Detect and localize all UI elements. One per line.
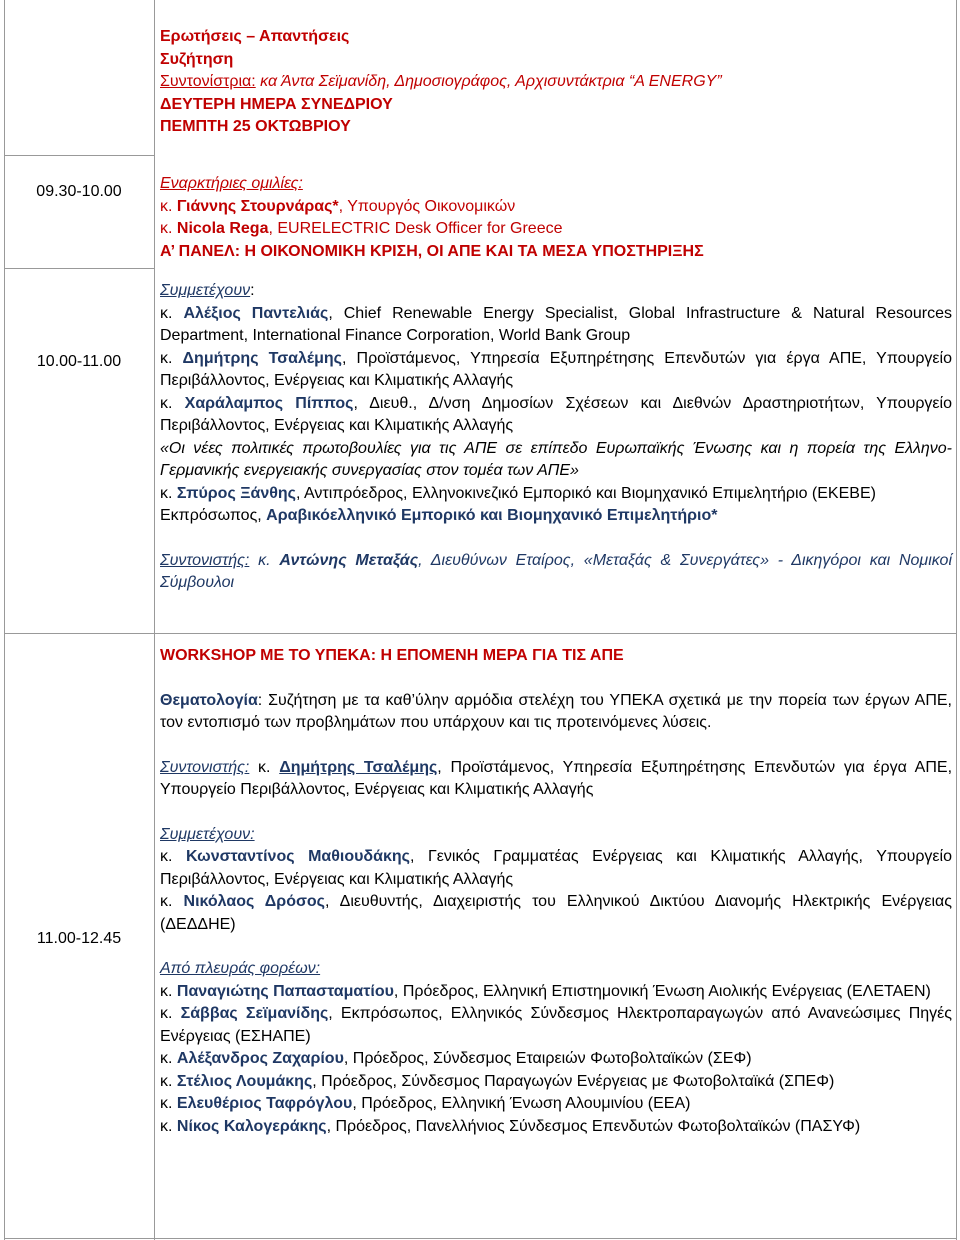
time-slot-3: 11.00-12.45 xyxy=(36,930,122,947)
theme-label: Θεματολογία xyxy=(160,691,258,709)
theme-paragraph xyxy=(160,690,952,735)
moderator-role: , Προϊστάμενος, Υπηρεσία Εξυπηρέτησης Επενδυτών για έργα ΑΠΕ, Υπουργείο Περιβάλλοντος, Ενέργειας και Κλιματικής Αλλαγής xyxy=(160,758,953,798)
participant-name: Ελευθέριος Ταφρόγλου xyxy=(176,1095,353,1112)
moderator-label: Συντονίστρια: xyxy=(160,73,256,90)
participant-prefix: κ. xyxy=(160,1005,181,1022)
moderator-role: , Διευθύνων Εταίρος, «Μεταξάς & Συνεργάτες» - Δικηγόροι και Νομικοί Σύμβουλοι xyxy=(160,551,953,591)
participant-prefix: κ. xyxy=(160,893,184,910)
moderator-prefix: κ. xyxy=(249,551,280,569)
participant-role: , Πρόεδρος, Σύνδεσμος Εταιρειών Φωτοβολταϊκών (ΣΕΦ) xyxy=(343,1050,752,1067)
time-slot-1: 09.30-10.00 xyxy=(36,183,122,200)
representative-label: Εκπρόσωπος, xyxy=(160,507,267,524)
table-border-right xyxy=(956,0,957,1240)
participants-label: Συμμετέχουν xyxy=(160,282,251,299)
participants-colon: : xyxy=(250,282,255,299)
speaker-name: Nicola Rega xyxy=(176,220,269,237)
time-slot-2: 10.00-11.00 xyxy=(36,353,122,370)
participant-prefix: κ. xyxy=(160,1072,177,1090)
participant-4 xyxy=(160,483,952,506)
moderator-name: Αντώνης Μεταξάς xyxy=(279,551,419,569)
speaker-2 xyxy=(160,218,952,241)
time-row-divider-2 xyxy=(4,268,154,269)
participants-label-line xyxy=(160,280,952,303)
organisation-rep-4 xyxy=(160,1071,952,1094)
opening-speeches-label: Εναρκτήριες ομιλίες: xyxy=(160,175,303,192)
participant-name: Στέλιος Λουμάκης xyxy=(176,1072,313,1090)
participant-name: Χαράλαμπος Πίππος xyxy=(184,394,354,412)
participant-prefix: κ. xyxy=(160,1095,177,1112)
speaker-prefix: κ. xyxy=(160,197,177,215)
participant-role: , Εκπρόσωπος, Ελληνικός Σύνδεσμος Ηλεκτροπαραγωγών από Ανανεώσιμες Πηγές Ενέργειας (ΕΣΗΑΠΕ) xyxy=(160,1005,953,1045)
participant-role: , Πρόεδρος, Σύνδεσμος Παραγωγών Ενέργειας με Φωτοβολταϊκά (ΣΠΕΦ) xyxy=(312,1072,835,1090)
workshop-participant-2 xyxy=(160,891,952,936)
moderator-detail: κα Άντα Σεϊμανίδη, Δημοσιογράφος, Αρχισυντάκτρια “Α ENERGY” xyxy=(255,73,722,90)
participant-role: , Πρόεδρος, Ελληνική Επιστημονική Ένωση Αιολικής Ενέργειας (ΕΛΕΤΑΕΝ) xyxy=(393,982,931,1000)
participant-1 xyxy=(160,303,952,348)
organisation-rep-2 xyxy=(160,1003,952,1048)
participant-name: Σπύρος Ξάνθης xyxy=(176,484,296,502)
participant-prefix: κ. xyxy=(160,982,177,1000)
participant-name: Νικόλαος Δρόσος xyxy=(183,893,325,910)
workshop-moderator xyxy=(160,757,952,802)
speaker-role: , EURELECTRIC Desk Officer for Greece xyxy=(268,220,563,237)
speaker-role: , Υπουργός Οικονομικών xyxy=(338,197,516,215)
workshop-title: WORKSHOP ΜΕ ΤΟ ΥΠΕΚΑ: Η ΕΠΟΜΕΝΗ ΜΕΡΑ ΓΙΑ ΤΙΣ ΑΠΕ xyxy=(160,647,624,664)
moderator-label: Συντονιστής: xyxy=(160,758,250,776)
participant-role: , Διευθυντής, Διαχειριστής του Ελληνικού Δικτύου Διανομής Ηλεκτρικής Ενέργειας (ΔΕΔΔΗΕ) xyxy=(160,893,952,933)
organisation-rep-5 xyxy=(160,1093,952,1116)
participant-name: Σάββας Σεϊμανίδης xyxy=(180,1005,329,1022)
talk-title: «Οι νέες πολιτικές πρωτοβουλίες για τις ΑΠΕ σε επίπεδο Ευρωπαϊκής Ένωσης και η πορεία της Ελληνο-Γερμανικής ενεργειακής συνεργασίας στον τομέα των ΑΠΕ» xyxy=(160,439,952,479)
organisations-label: Από πλευράς φορέων: xyxy=(160,960,321,977)
panel-a-title: Α’ ΠΑΝΕΛ: Η ΟΙΚΟΝΟΜΙΚΗ ΚΡΙΣΗ, ΟΙ ΑΠΕ ΚΑΙ ΤΑ ΜΕΣΑ ΥΠΟΣΤΗΡΙΞΗΣ xyxy=(160,242,704,260)
participant-name: Παναγιώτης Παπασταματίου xyxy=(176,982,394,1000)
moderator-name: Δημήτρης Τσαλέμης xyxy=(279,758,438,776)
participant-name: Αλέξιος Παντελιάς xyxy=(183,304,329,322)
organisation-rep-6 xyxy=(160,1116,952,1139)
second-day-heading: ΔΕΥΤΕΡΗ ΗΜΕΡΑ ΣΥΝΕΔΡΙΟΥ xyxy=(160,95,393,113)
table-column-divider xyxy=(154,0,155,1240)
theme-text: : Συζήτηση με τα καθ’ύλην αρμόδια στελέχη του ΥΠΕΚΑ σχετικά με την πορεία των έργων ΑΠΕ, τον εντοπισμό των προβλημάτων που υπάρχουν και τις προτεινόμενες λύσεις. xyxy=(160,691,952,731)
participant-name: Αλέξανδρος Ζαχαρίου xyxy=(176,1050,344,1067)
participant-prefix: κ. xyxy=(160,848,186,865)
session-opening xyxy=(160,173,952,263)
participant-role: , Προϊστάμενος, Υπηρεσία Εξυπηρέτησης Επενδυτών για έργα ΑΠΕ, Υπουργείο Περιβάλλοντος, Ενέργειας και Κλιματικής Αλλαγής xyxy=(160,349,953,389)
participant-role: , Chief Renewable Energy Specialist, Global Infrastructure & Natural Resources Department, International Finance Corporation, World Bank Group xyxy=(160,304,952,344)
participant-role: , Δ/νση Δημοσίων Σχέσεων και Διεθνών Δραστηριοτήτων, Υπουργείο Περιβάλλοντος, Ενέργειας και Κλιματικής Αλλαγής xyxy=(160,394,953,434)
participant-title-abbr: , Διευθ. xyxy=(353,394,413,412)
participant-prefix: κ. xyxy=(160,304,184,322)
participant-4-second-role xyxy=(160,505,952,528)
session-panel-a xyxy=(160,280,952,595)
participant-role: , Γενικός Γραμματέας Ενέργειας και Κλιματικής Αλλαγής, Υπουργείο Περιβάλλοντος, Ενέργειας και Κλιματικής Αλλαγής xyxy=(160,848,953,888)
moderator-line xyxy=(160,71,952,94)
workshop-participant-1 xyxy=(160,846,952,891)
participant-prefix: κ. xyxy=(160,1117,177,1135)
speaker-1 xyxy=(160,196,952,219)
date-heading: ΠΕΜΠΤΗ 25 ΟΚΤΩΒΡΙΟΥ xyxy=(160,118,351,135)
organisation-rep-3 xyxy=(160,1048,952,1071)
discussion-heading: Συζήτηση xyxy=(160,50,234,68)
row-divider xyxy=(4,633,956,634)
moderator-prefix: κ. xyxy=(249,758,280,776)
participant-2 xyxy=(160,348,952,393)
organisation-rep-1 xyxy=(160,981,952,1004)
participant-name: Νίκος Καλογεράκης xyxy=(176,1117,327,1135)
participant-prefix: κ. xyxy=(160,394,185,412)
agenda-page xyxy=(4,0,956,1240)
moderator-label: Συντονιστής: xyxy=(160,551,250,569)
speaker-name: Γιάννης Στουρνάρας* xyxy=(176,197,339,215)
session-closing xyxy=(160,26,952,139)
time-row-divider-1 xyxy=(4,155,154,156)
chamber-name: Αραβικόελληνικό Εμπορικό και Βιομηχανικό Επιμελητήριο* xyxy=(266,507,718,524)
participant-prefix: κ. xyxy=(160,484,177,502)
participant-prefix: κ. xyxy=(160,349,183,367)
qa-heading: Ερωτήσεις – Απαντήσεις xyxy=(160,28,350,45)
participant-3 xyxy=(160,393,952,438)
table-border-bottom xyxy=(4,1238,956,1239)
participant-name: Κωνσταντίνος Μαθιουδάκης xyxy=(185,848,410,865)
session-workshop xyxy=(160,645,952,1138)
participant-role: , Πρόεδρος, Πανελλήνιος Σύνδεσμος Επενδυτών Φωτοβολταϊκών (ΠΑΣΥΦ) xyxy=(326,1117,861,1135)
panel-a-moderator xyxy=(160,550,952,595)
participant-name: Δημήτρης Τσαλέμης xyxy=(182,349,342,367)
participant-role: , Πρόεδρος, Ελληνική Ένωση Αλουμινίου (ΕΕΑ) xyxy=(352,1095,691,1112)
participant-role: , Αντιπρόεδρος, Ελληνοκινεζικό Εμπορικό και Βιομηχανικό Επιμελητήριο (ΕΚΕΒΕ) xyxy=(296,484,876,502)
speaker-prefix: κ. xyxy=(160,220,177,237)
workshop-participants-label: Συμμετέχουν: xyxy=(160,825,255,843)
participant-prefix: κ. xyxy=(160,1050,177,1067)
